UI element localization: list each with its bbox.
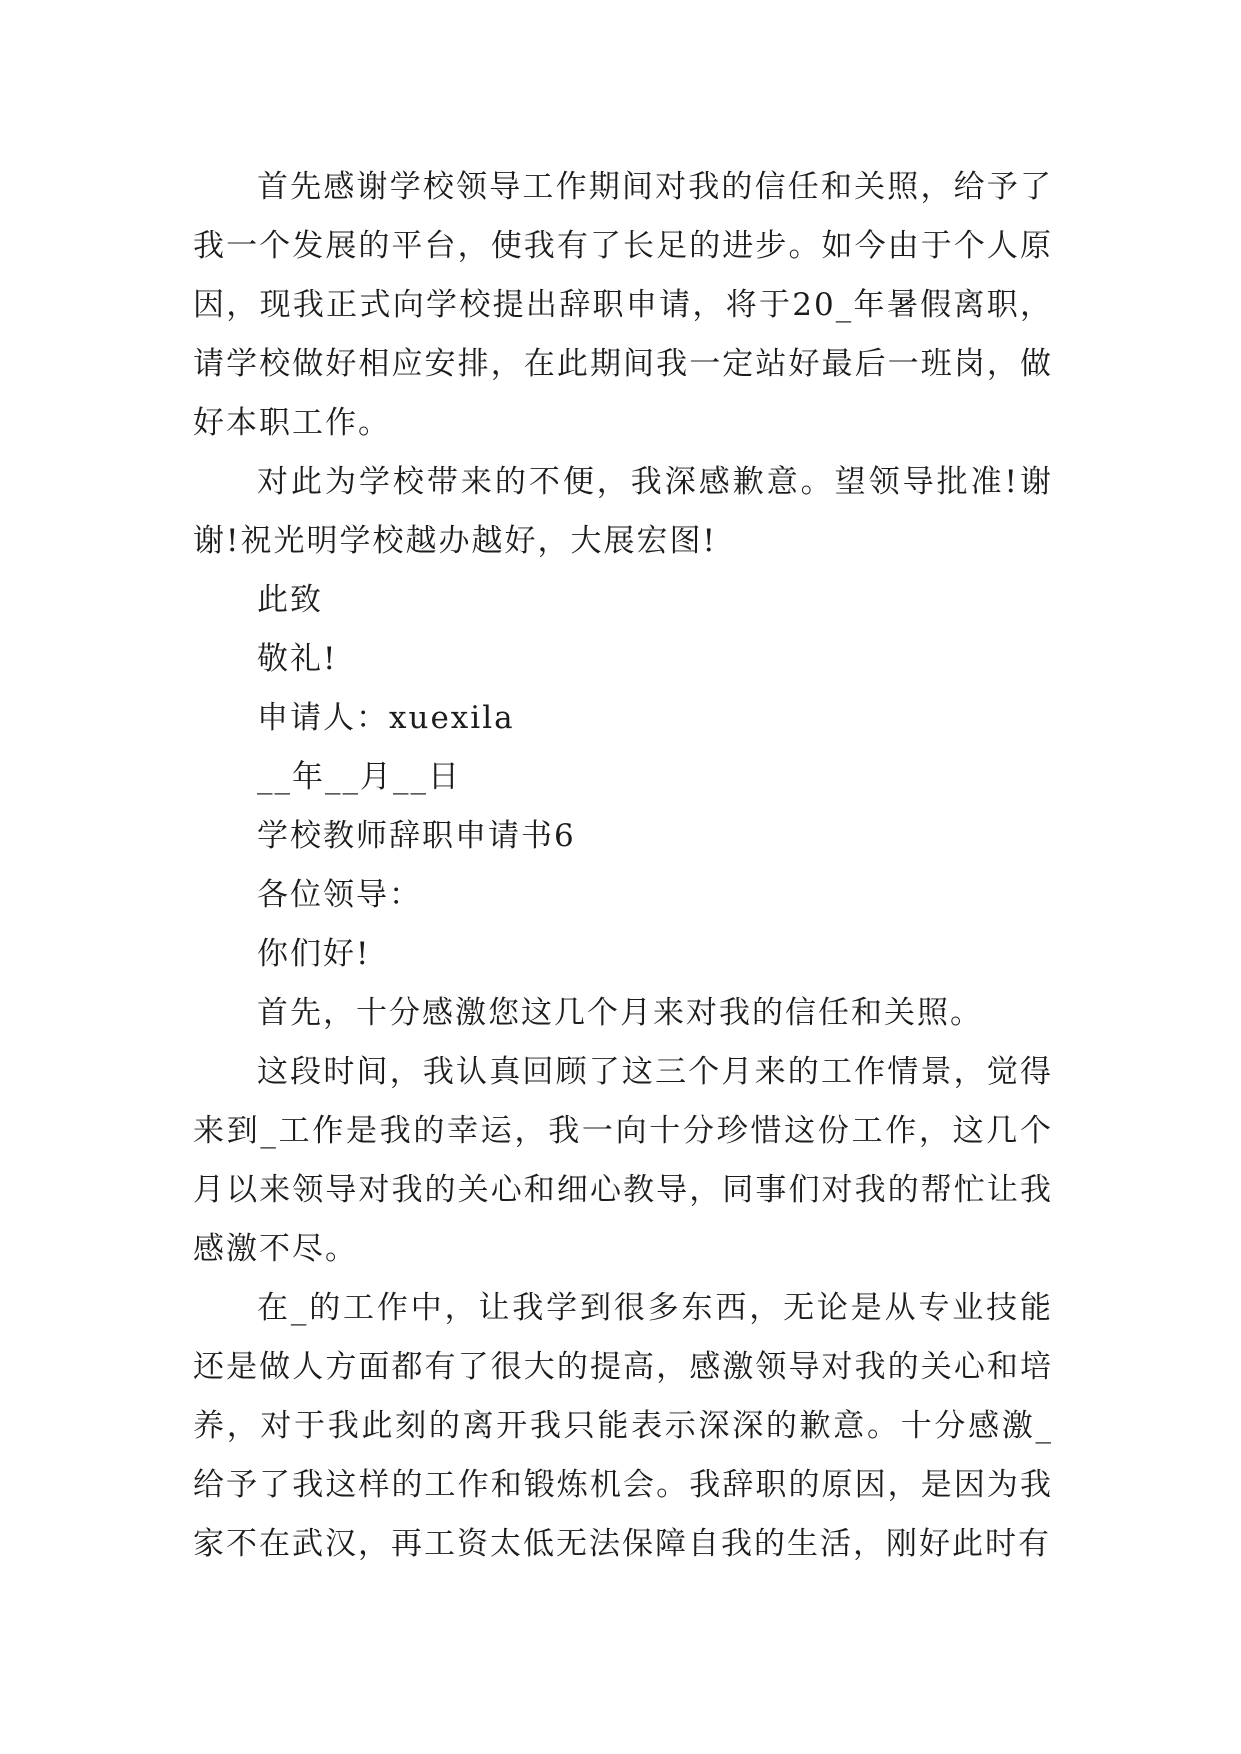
applicant-line: 申请人：xuexila (257, 700, 515, 736)
paragraph-1: 首先感谢学校领导工作期间对我的信任和关照，给予了我一个发展的平台，使我有了长足的进步。如今由于个人原因，现我正式向学校提出辞职申请，将于20_年暑假离职，请学校做好相应安排，在此期间我一定站好最后一班岗，做好本职工作。 (193, 169, 1053, 441)
closing-salutation: 此致 (257, 582, 323, 618)
greeting-hello: 你们好! (257, 936, 371, 972)
date-line: __年__月__日 (257, 759, 461, 795)
paragraph-2: 对此为学校带来的不便，我深感歉意。望领导批准!谢谢!祝光明学校越办越好，大展宏图! (193, 464, 1053, 559)
paragraph-review: 这段时间，我认真回顾了这三个月来的工作情景，觉得来到_工作是我的幸运，我一向十分珍惜这份工作，这几个月以来领导对我的关心和细心教导，同事们对我的帮忙让我感激不尽。 (193, 1054, 1053, 1267)
paragraph-thanks: 首先，十分感激您这几个月来对我的信任和关照。 (257, 995, 983, 1031)
section-title: 学校教师辞职申请书6 (257, 818, 576, 854)
paragraph-reason: 在_的工作中，让我学到很多东西，无论是从专业技能还是做人方面都有了很大的提高，感激领导对我的关心和培养，对于我此刻的离开我只能表示深深的歉意。十分感激_给予了我这样的工作和锻炼机会。我辞职的原因，是因为我家不在武汉，再工资太低无法保障自我的生活，刚好此时有 (193, 1290, 1053, 1562)
document-body (193, 158, 1053, 1574)
closing-regards: 敬礼! (257, 641, 338, 677)
greeting-recipients: 各位领导： (257, 877, 422, 913)
